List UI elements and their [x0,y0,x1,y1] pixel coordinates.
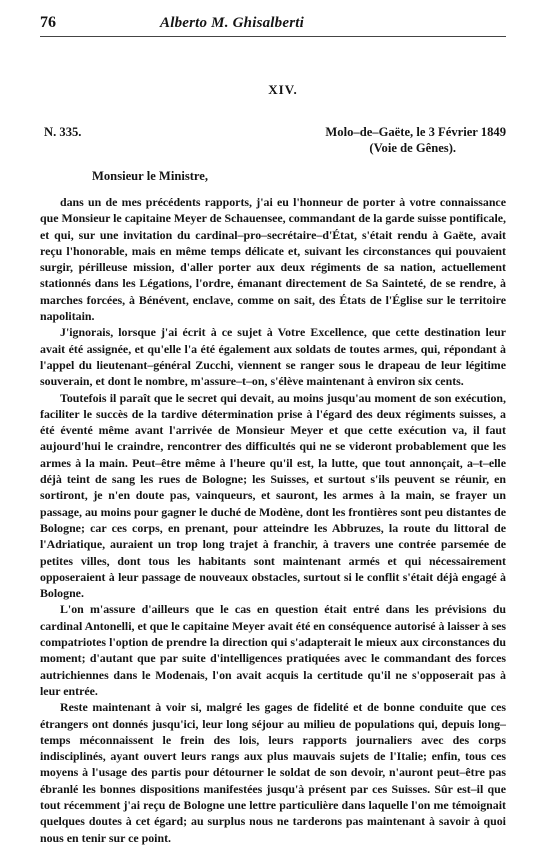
section-numeral: XIV. [268,82,298,97]
running-header [40,14,506,37]
paragraph: Reste maintenant à voir si, malgré les gages de fidelité et de bonne conduite que ces étrangers ont donnés jusqu'ici, leur long séjour au milieu de populations qui, depuis long–temps méconnaissent le frein des lois, leurs rapports journaliers avec des corps indisciplinés, ayant ouvert leurs rangs aux plus mauvais sujets de l'Italie; enfin, tous ces moyens à l'usage des partis pour détourner le soldat de son devoir, n'auront peut–être pas ébranlé les bonnes dispositions manifestées jusqu'à présent par ces Suisses. Sûr est–il que tout récemment j'ai reçu de Bologne une lettre particulière dans laquelle l'on me témoignait quelques doutes à cet égard; au surplus nous ne tarderons pas maintenant à savoir à quoi nous en tenir sur ce point. [40,700,506,845]
salutation: Monsieur le Ministre, [92,169,209,183]
paragraph: L'on m'assure d'ailleurs que le cas en question était entré dans les prévisions du cardinal Antonelli, et que le capitaine Meyer avait été en conséquence autorisé à laisser à ses compatriotes l'option de prendre la direction qui s'adapterait le mieux aux circonstances du moment; d'autant que par suite d'intelligences pratiquées avec le commandant des forces autrichiennes dans le Modenais, l'on avait acquis la certitude qu'il ne s'opposerait pas à leur entrée. [40,602,506,698]
route-note: (Voie de Gênes). [369,141,457,155]
document-number: N. 335. [44,125,82,139]
letter-body [40,194,506,846]
paragraph: Toutefois il paraît que le secret qui devait, au moins jusqu'au moment de son exécution, faciliter le succès de la tardive détermination prise à l'égard des deux régiments suisses, a été éventé même avant l'arrivée de Monsieur Meyer et que cette exécution va, il faut aujourd'hui le craindre, rencontrer des difficultés qui ne se videront probablement que les armes à la main. Peut–être même à l'heure qu'il est, la lutte, que tout annonçait, a–t–elle déjà teint de sang les rues de Bologne; les Suisses, et surtout s'ils peuvent se réunir, en sortiront, je n'en doute pas, vainqueurs, et sauront, les armes à la main, se frayer un passage, au moins pour gagner le duché de Modène, dont les frontières sont peu distantes de Bologne; car ces corps, en prenant, pour atteindre les Abbruzes, la route du littoral de l'Adriatique, auraient un trop long trajet à franchir, à travers une contrée parsemée de petites villes, dont tous les habitants sont maintenant armés et qui nécessairement opposeraient à leur passage de nouveaux obstacles, surtout si le conflit s'était déjà engagé à Bologne. [40,390,506,601]
page-number: 76 [40,14,56,31]
place-date: Molo–de–Gaëte, le 3 Février 1849 [325,125,506,139]
document-meta [40,124,506,156]
paragraph: dans un de mes précédents rapports, j'ai eu l'honneur de porter à votre connaissance que Monsieur le capitaine Meyer de Schauensee, commandant de la garde suisse pontificale, et qui, sur une invitation du cardinal–pro–secrétaire–d'État, s'était rendu à Gaëte, avait reçu l'honorable, mais en même temps délicate et, suivant les circonstances qui pouvaient surgir, périlleuse mission, d'aller porter aux deux régiments de sa nation, actuellement stationnés dans les Légations, l'ordre, émanant directement de Sa Sainteté, de se rendre, à marches forcées, à Bénévent, enclave, comme on sait, des États de l'Église sur le territoire napolitain. [40,195,506,324]
paragraph: J'ignorais, lorsque j'ai écrit à ce sujet à Votre Excellence, que cette destination leur avait été assignée, et qu'elle l'a été également aux soldats de toutes armes, qui, répondant à l'appel du lieutenant–général Zucchi, viennent se ranger sous le drapeau de leur légitime souverain, et dont le nombre, m'assure–t–on, s'élève maintenant à environ six cents. [40,325,506,389]
running-title: Alberto M. Ghisalberti [160,15,304,31]
place-date-block [325,124,506,156]
